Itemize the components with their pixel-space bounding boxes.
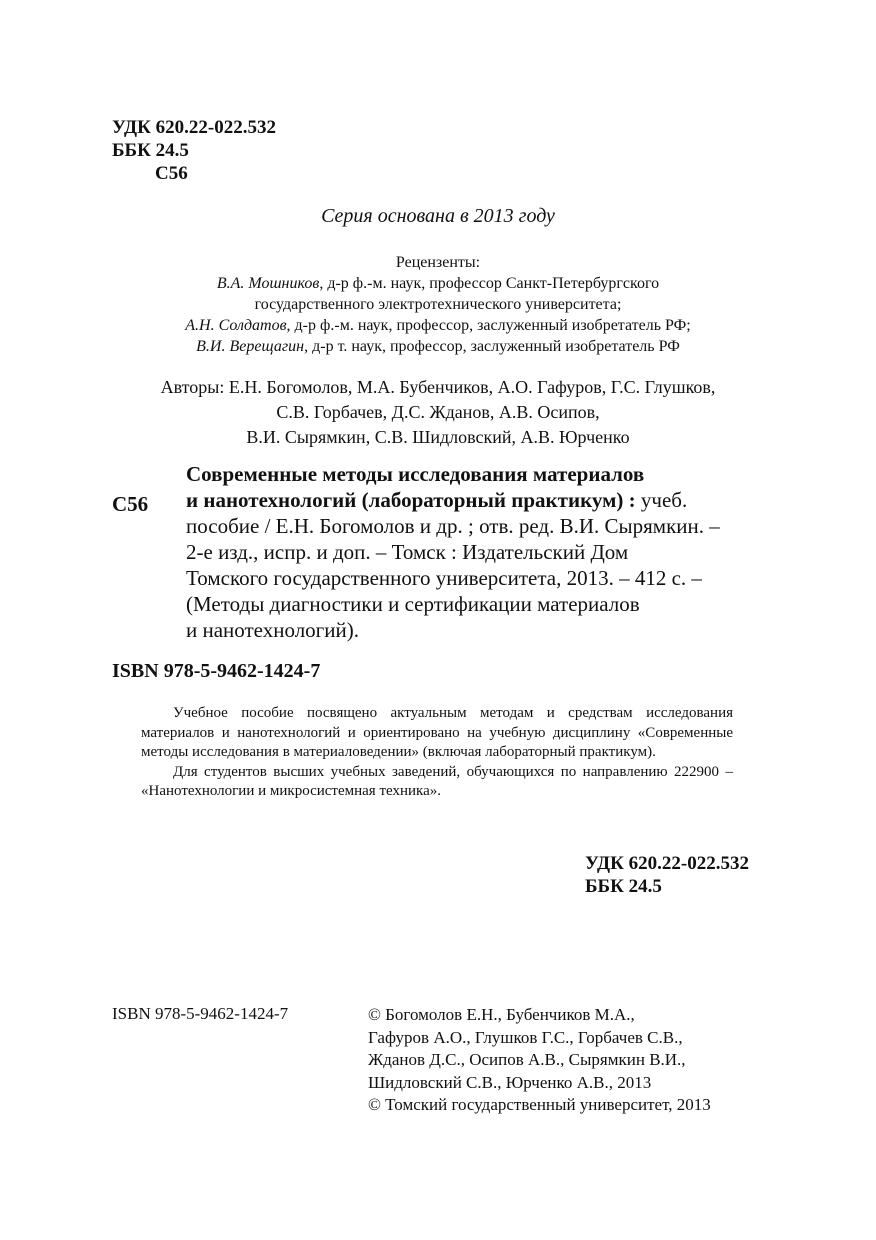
reviewer-line (0, 273, 876, 294)
reviewers-block (0, 252, 876, 357)
reviewer-line (0, 336, 876, 357)
authors-line: В.И. Сырямкин, С.В. Шидловский, А.В. Юрченко (246, 427, 630, 447)
bib-line: 2-е изд., испр. и доп. – Томск : Издательский Дом (186, 540, 629, 564)
reviewer-name: В.И. Верещагин (196, 338, 305, 355)
authors-line: С.В. Горбачев, Д.С. Жданов, А.В. Осипов, (276, 402, 600, 422)
bib-line: Томского государственного университета, 2013. – 412 с. – (186, 566, 702, 590)
book-title-line: Современные методы исследования материалов (186, 462, 645, 486)
annotation (141, 704, 733, 802)
bibliographic-description (186, 461, 720, 643)
annotation-paragraph: Для студентов высших учебных заведений, обучающихся по направлению 222900 – «Нанотехнологии и микросистемная техника». (141, 763, 733, 799)
udk-code: УДК 620.22-022.532 (585, 853, 749, 874)
reviewer-name: В.А. Мошников (216, 275, 320, 292)
copyright-line: Шидловский С.В., Юрченко А.В., 2013 (368, 1072, 652, 1092)
reviewer-line (0, 294, 876, 315)
authors-block (0, 375, 876, 450)
book-title-rest: учеб. (635, 488, 688, 512)
classification-bottom (585, 852, 749, 898)
isbn: ISBN 978-5-9462-1424-7 (112, 660, 321, 682)
footer-isbn: ISBN 978-5-9462-1424-7 (112, 1004, 289, 1023)
authors-line: Авторы: Е.Н. Богомолов, М.А. Бубенчиков, А.О. Гафуров, Г.С. Глушков, (160, 377, 716, 397)
classification-block (112, 117, 276, 186)
copyright-line: © Богомолов Е.Н., Бубенчиков М.А., (368, 1005, 635, 1024)
bib-author-mark: С56 (112, 492, 149, 516)
copyright-block (368, 1004, 711, 1117)
bib-line: пособие / Е.Н. Богомолов и др. ; отв. ред. В.И. Сырямкин. – (186, 514, 720, 538)
reviewer-text: государственного электротехнического университета; (254, 296, 622, 313)
copyright-line: © Томский государственный университет, 2013 (368, 1095, 711, 1115)
bib-line: (Методы диагностики и сертификации материалов (186, 592, 640, 616)
reviewers-title: Рецензенты: (395, 254, 481, 271)
reviewer-text: , д-р ф.-м. наук, профессор, заслуженный изобретатель РФ; (286, 317, 691, 334)
bbk-code: ББК 24.5 (112, 140, 189, 161)
copyright-line: Жданов Д.С., Осипов А.В., Сырямкин В.И., (368, 1050, 686, 1070)
copyright-line: Гафуров А.О., Глушков Г.С., Горбачев С.В., (368, 1027, 683, 1047)
reviewer-text: , д-р ф.-м. наук, профессор Санкт-Петербургского (319, 275, 660, 292)
udk-code: УДК 620.22-022.532 (112, 117, 276, 138)
reviewer-name: А.Н. Солдатов (185, 317, 287, 334)
bib-line: и нанотехнологий). (186, 618, 360, 642)
reviewer-line (0, 315, 876, 336)
book-title-line (186, 487, 720, 513)
series-note: Серия основана в 2013 году (321, 205, 555, 227)
author-mark: С56 (155, 163, 188, 184)
annotation-paragraph: Учебное пособие посвящено актуальным методам и средствам исследования материалов и нанотехнологий и ориентировано на учебную дисциплину «Современные методы исследования в материаловедении» (включая лабораторный практикум). (141, 705, 733, 760)
reviewer-text: , д-р т. наук, профессор, заслуженный изобретатель РФ (304, 338, 680, 355)
bbk-code: ББК 24.5 (585, 876, 662, 897)
book-title-bold: и нанотехнологий (лабораторный практикум) : (186, 488, 636, 512)
